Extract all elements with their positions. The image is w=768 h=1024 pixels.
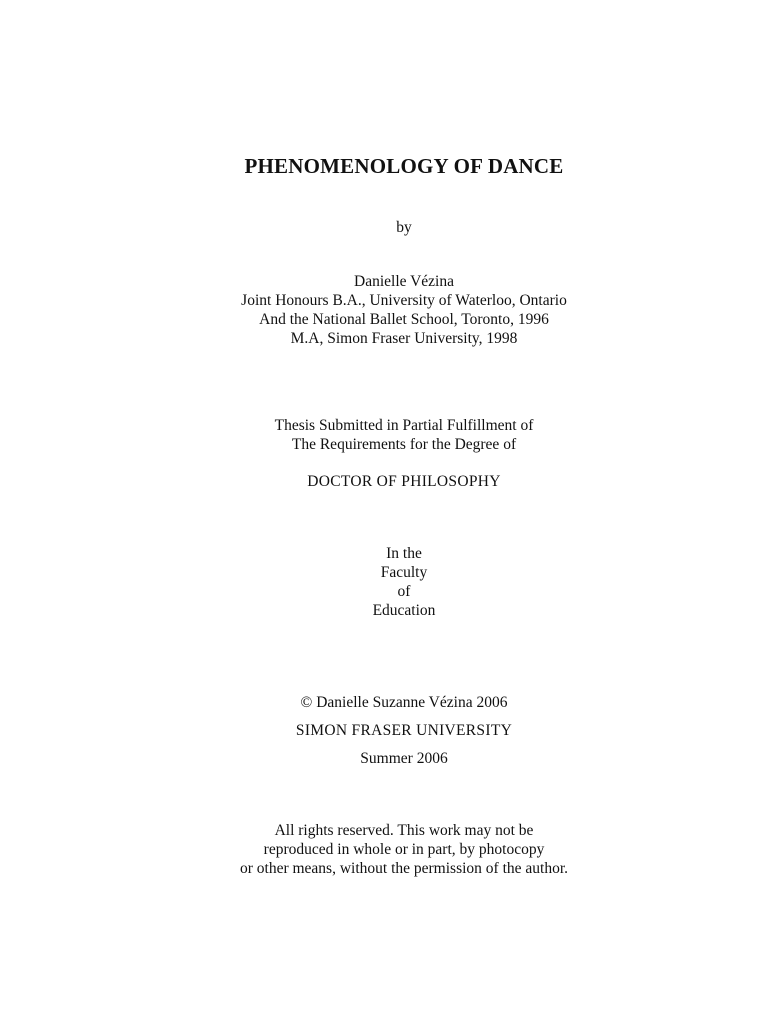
term: Summer 2006	[360, 750, 448, 767]
rights-statement	[0, 821, 768, 878]
author-degree-3: M.A, Simon Fraser University, 1998	[290, 330, 518, 347]
faculty-block	[0, 544, 768, 620]
faculty-line-1: In the	[386, 545, 422, 562]
page-title: PHENOMENOLOGY OF DANCE	[244, 154, 564, 178]
rights-line-1: All rights reserved. This work may not be	[274, 822, 534, 839]
faculty-line-3: of	[397, 583, 411, 600]
rights-line-3: or other means, without the permission of the author.	[239, 860, 569, 877]
submission-line-2: The Requirements for the Degree of	[291, 436, 517, 453]
author-degree-2: And the National Ballet School, Toronto, 1996	[259, 311, 549, 328]
author-degree-1: Joint Honours B.A., University of Waterloo, Ontario	[241, 292, 567, 309]
submission-line-1: Thesis Submitted in Partial Fulfillment of	[274, 417, 534, 434]
copyright-notice: © Danielle Suzanne Vézina 2006	[300, 694, 508, 711]
university-name: SIMON FRASER UNIVERSITY	[295, 722, 513, 739]
faculty-line-2: Faculty	[380, 564, 428, 581]
author-name: Danielle Vézina	[354, 273, 454, 290]
author-block	[0, 272, 768, 348]
faculty-line-4: Education	[372, 602, 436, 619]
submission-statement	[0, 416, 768, 454]
by-line: by	[396, 219, 412, 236]
rights-line-2: reproduced in whole or in part, by photocopy	[263, 841, 545, 858]
degree-name: DOCTOR OF PHILOSOPHY	[307, 473, 501, 490]
